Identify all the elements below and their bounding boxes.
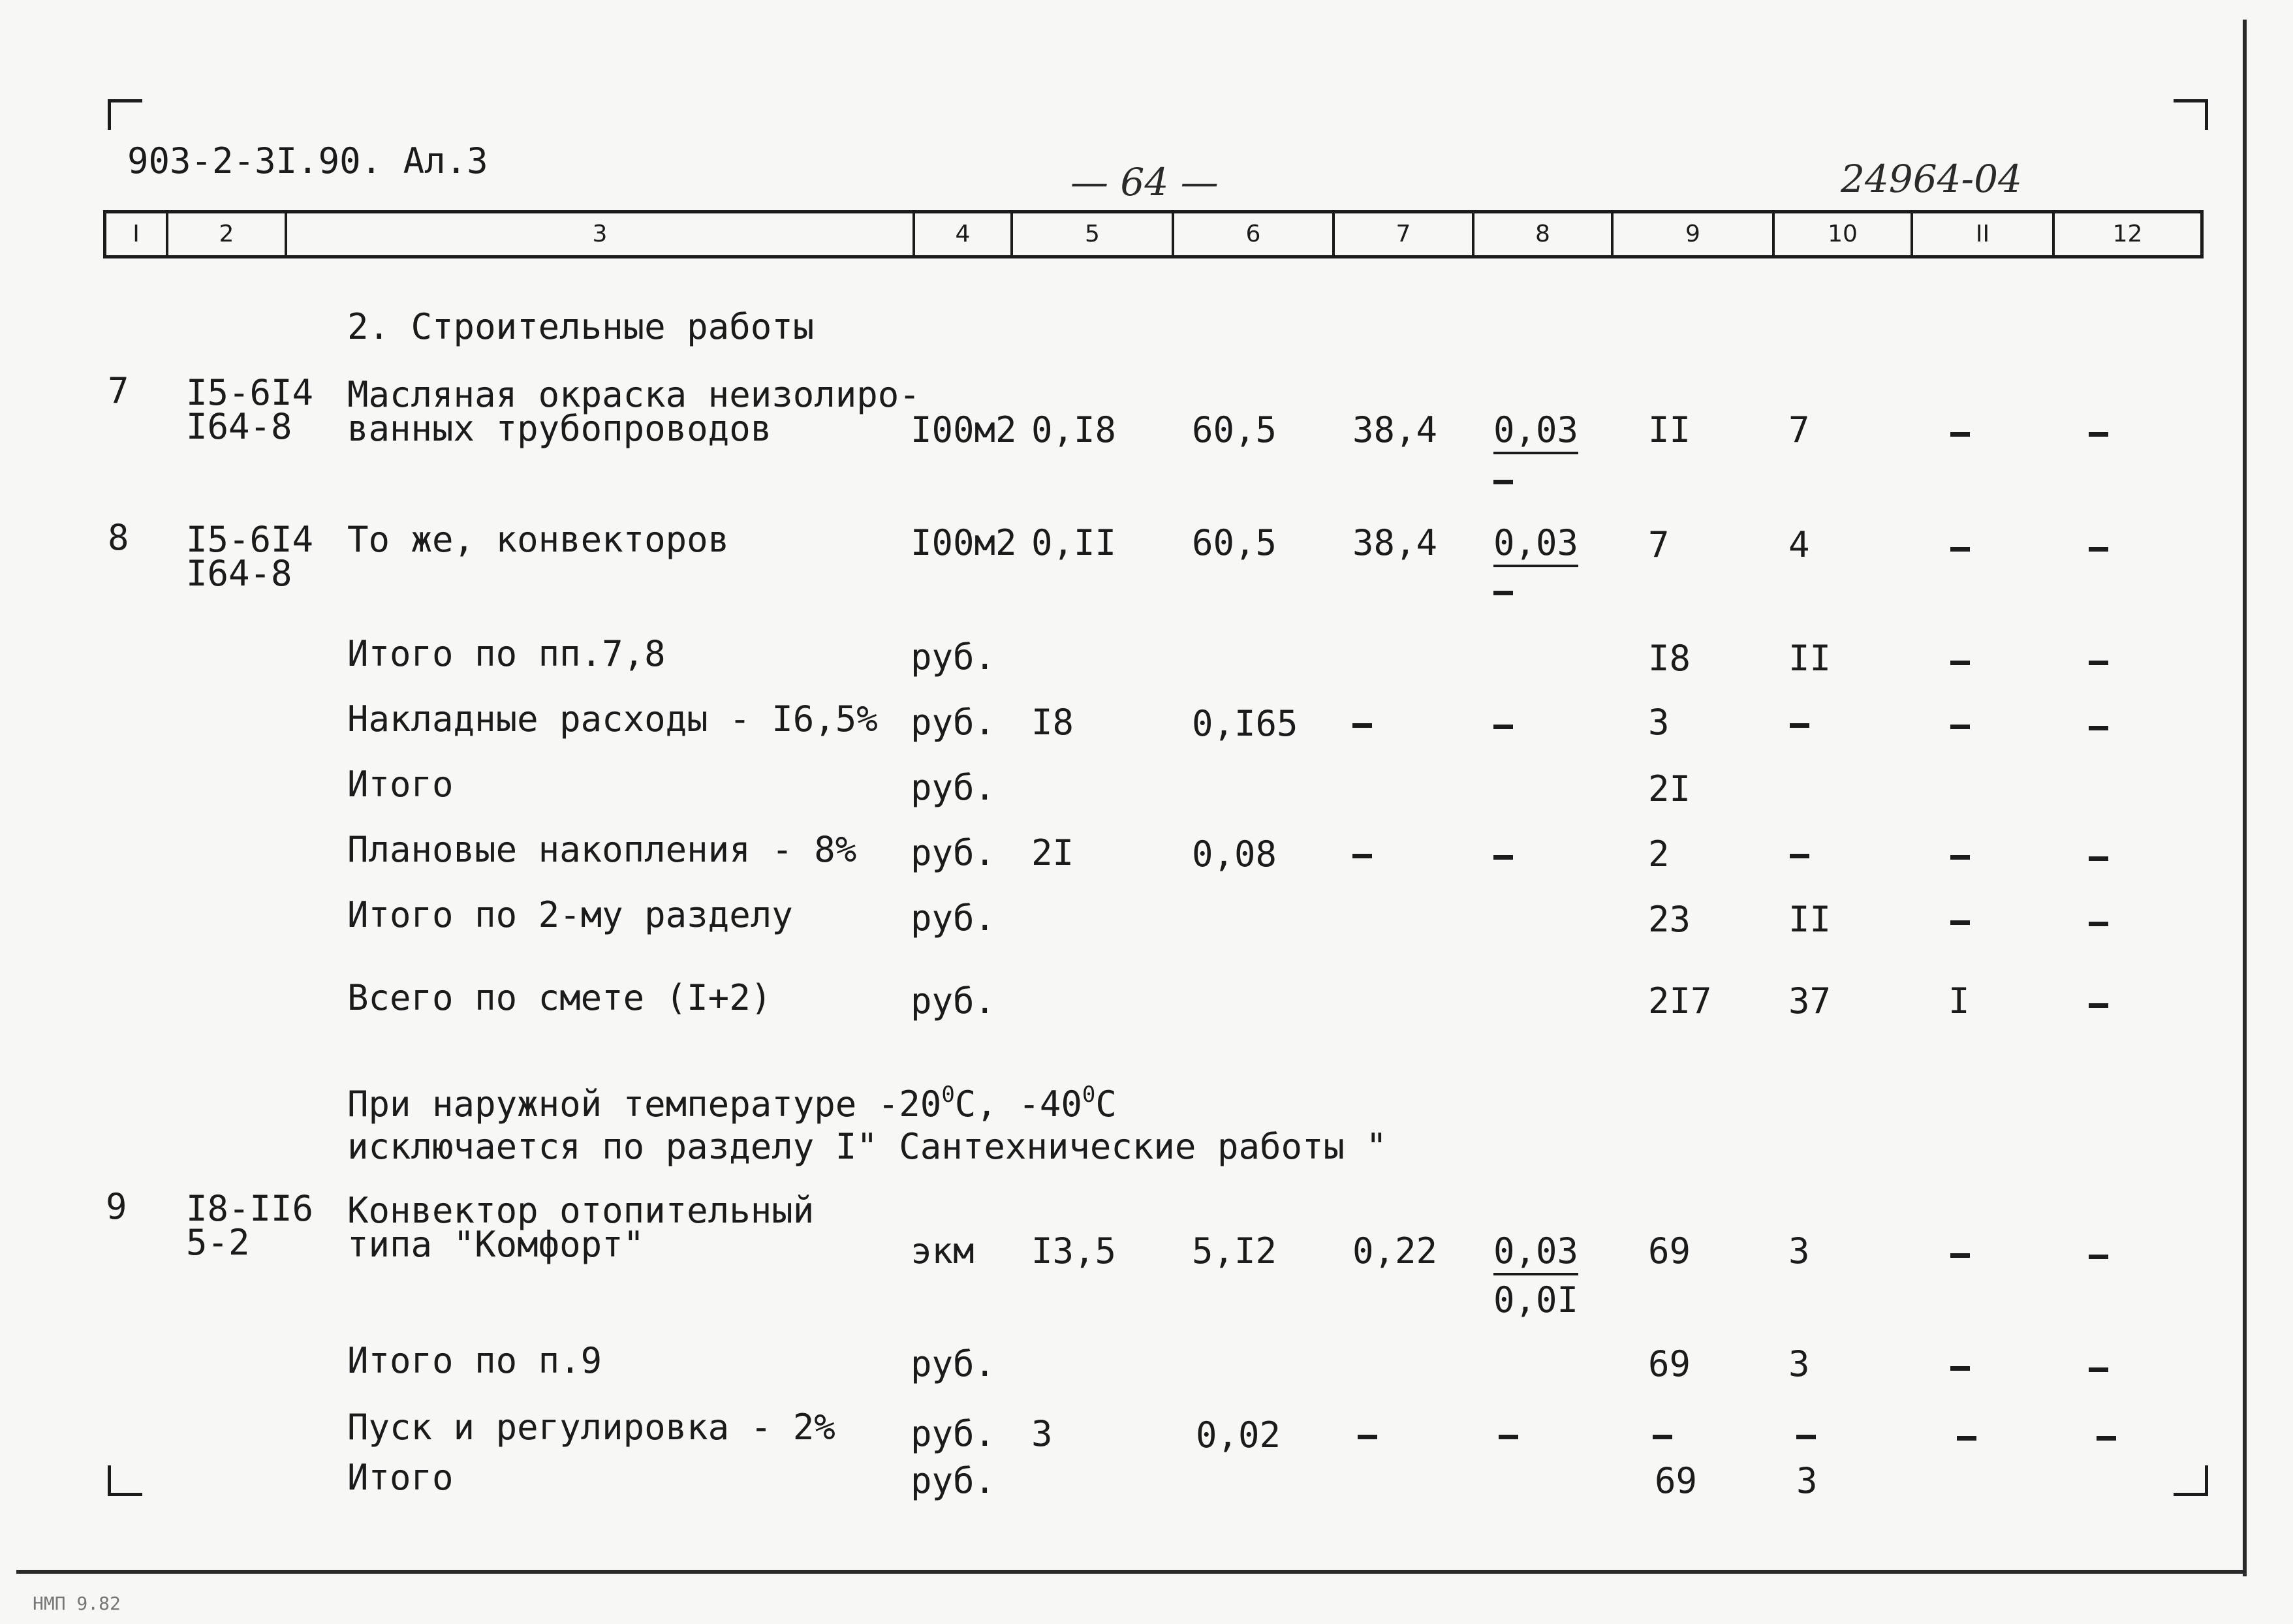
section-title: 2. Строительные работы <box>347 306 815 347</box>
row-unit: экм <box>911 1230 975 1272</box>
row-col6: 0,02 <box>1196 1414 1281 1456</box>
dash <box>1950 855 1970 860</box>
dash <box>1358 1435 1377 1439</box>
footer-mark: НМП 9.82 <box>33 1593 121 1614</box>
dash <box>2089 661 2108 665</box>
row-col9: 2 <box>1648 834 1670 875</box>
row-name: Пуск и регулировка - 2% <box>347 1407 835 1448</box>
dash <box>1352 854 1372 858</box>
column-number: 10 <box>1775 213 1913 255</box>
row-col7: 38,4 <box>1352 522 1438 563</box>
row-number: 8 <box>108 517 129 558</box>
row-quantity: 0,I8 <box>1031 409 1117 450</box>
row-col10: II <box>1788 638 1832 679</box>
row-col10: 3 <box>1788 1230 1810 1272</box>
row-col8-value: 0,03 <box>1493 1230 1578 1275</box>
corner-mark-top-right <box>2174 99 2208 130</box>
row-col9: 69 <box>1648 1343 1691 1384</box>
dash <box>1499 1435 1518 1439</box>
row-name: Итого по 2-му разделу <box>347 894 793 935</box>
document-code: 903-2-3I.90. Ал.3 <box>127 140 488 181</box>
row-col7: 38,4 <box>1352 409 1438 450</box>
row-quantity: I8 <box>1031 702 1074 743</box>
row-col6: 5,I2 <box>1192 1230 1277 1272</box>
row-name: Плановые накопления - 8% <box>347 829 857 870</box>
row-unit: I00м2 <box>911 522 1017 563</box>
row-col8-second: 0,0I <box>1493 1279 1579 1320</box>
row-unit: I00м2 <box>911 409 1017 450</box>
row-code: I64-8 <box>186 406 292 447</box>
column-number: 4 <box>915 213 1013 255</box>
column-number: 6 <box>1174 213 1335 255</box>
row-col8 <box>1493 409 1579 450</box>
row-code: I8-II6 <box>186 1188 314 1229</box>
dash <box>1957 1436 1976 1441</box>
row-code: 5-2 <box>186 1222 250 1263</box>
column-number: 3 <box>287 213 915 255</box>
inventory-number: 24964-04 <box>1841 157 2022 201</box>
dash <box>1493 591 1513 595</box>
note-text: При наружной температуре -20 <box>347 1084 942 1125</box>
degree-sign: 0 <box>941 1082 955 1108</box>
frame-bottom-border <box>16 1570 2247 1574</box>
dash <box>1493 855 1513 860</box>
column-number: II <box>1913 213 2055 255</box>
row-name: Конвектор отопительный <box>347 1190 815 1231</box>
column-number: I <box>106 213 168 255</box>
row-col9: 2I <box>1648 768 1691 809</box>
column-number-header <box>103 210 2204 258</box>
dash <box>1790 723 1809 728</box>
column-number: 12 <box>2112 221 2143 247</box>
corner-mark-top-left <box>108 99 142 130</box>
dash <box>2089 1367 2108 1372</box>
row-col9: I8 <box>1648 638 1691 679</box>
row-col10: 4 <box>1788 524 1810 565</box>
row-col10: 3 <box>1796 1460 1818 1501</box>
row-quantity: 0,II <box>1031 522 1117 563</box>
row-unit: руб. <box>911 702 996 743</box>
row-unit: руб. <box>911 1343 996 1384</box>
dash <box>2089 922 2108 926</box>
column-number: 2 <box>168 213 287 255</box>
column-number: 7 <box>1335 213 1474 255</box>
row-number: 9 <box>106 1186 127 1227</box>
dash <box>1950 661 1970 665</box>
row-col10: 3 <box>1788 1343 1810 1384</box>
row-unit: руб. <box>911 898 996 939</box>
dash <box>2097 1436 2116 1441</box>
degree-sign: 0 <box>1082 1082 1096 1108</box>
row-col8 <box>1493 522 1579 563</box>
row-name: То же, конвекторов <box>347 519 730 560</box>
dash <box>1950 547 1970 552</box>
row-quantity: I3,5 <box>1031 1230 1117 1272</box>
row-unit: руб. <box>911 980 996 1022</box>
row-quantity: 2I <box>1031 832 1074 873</box>
dash <box>1352 723 1372 728</box>
row-name: Итого <box>347 764 454 805</box>
row-col7: 0,22 <box>1352 1230 1438 1272</box>
row-name: ванных трубопроводов <box>347 408 772 449</box>
row-name: Всего по смете (I+2) <box>347 977 772 1018</box>
row-name: Итого по пп.7,8 <box>347 633 666 674</box>
note-line-2: исключается по разделу I" Сантехнические работы " <box>347 1126 1388 1167</box>
row-name: типа "Комфорт" <box>347 1224 645 1265</box>
row-unit: руб. <box>911 636 996 678</box>
row-name: Накладные расходы - I6,5% <box>347 698 878 740</box>
page-number: — 64 — <box>1070 160 1219 204</box>
corner-mark-bottom-left <box>108 1465 142 1496</box>
row-number: 7 <box>108 370 129 411</box>
row-col10: II <box>1788 899 1832 940</box>
dash <box>1653 1435 1672 1439</box>
row-col9: 69 <box>1655 1460 1698 1501</box>
dash <box>2089 1255 2108 1259</box>
row-code: I5-6I4 <box>186 519 314 560</box>
row-col8-value: 0,03 <box>1493 522 1578 567</box>
row-code: I5-6I4 <box>186 372 314 413</box>
frame-right-border <box>2243 20 2247 1576</box>
row-col6: 60,5 <box>1192 522 1277 563</box>
row-col9: 3 <box>1648 702 1670 743</box>
column-number: 5 <box>1013 213 1174 255</box>
row-col6: 60,5 <box>1192 409 1277 450</box>
dash <box>1796 1435 1816 1439</box>
row-col6: 0,08 <box>1192 834 1277 875</box>
row-quantity: 3 <box>1031 1413 1053 1454</box>
dash <box>1950 432 1970 437</box>
row-col9: 23 <box>1648 899 1691 940</box>
row-unit: руб. <box>911 832 996 873</box>
corner-mark-bottom-right <box>2174 1465 2208 1496</box>
row-col8 <box>1493 1230 1579 1272</box>
row-col9: 69 <box>1648 1230 1691 1272</box>
dash <box>2089 856 2108 861</box>
row-col10: 7 <box>1788 409 1810 450</box>
dash <box>2089 547 2108 552</box>
dash <box>1790 854 1809 858</box>
dash <box>2089 726 2108 730</box>
dash <box>1950 1253 1970 1258</box>
row-col9: 2I7 <box>1648 980 1712 1022</box>
row-col6: 0,I65 <box>1192 703 1298 744</box>
row-col8-value: 0,03 <box>1493 409 1578 454</box>
row-name: Масляная окраска неизолиро- <box>347 374 920 415</box>
row-col10: 37 <box>1788 980 1832 1022</box>
dash <box>1950 1366 1970 1371</box>
row-col9: II <box>1648 409 1691 450</box>
dash <box>2089 432 2108 437</box>
dash <box>1493 480 1513 484</box>
dash <box>1950 725 1970 729</box>
row-name: Итого <box>347 1457 454 1498</box>
row-code: I64-8 <box>186 553 292 594</box>
row-col11: I <box>1948 980 1970 1022</box>
row-unit: руб. <box>911 1460 996 1501</box>
row-unit: руб. <box>911 767 996 808</box>
row-name: Итого по п.9 <box>347 1340 602 1381</box>
column-number: 8 <box>1474 213 1614 255</box>
note-text: С <box>1095 1084 1117 1125</box>
dash <box>2089 1003 2108 1008</box>
column-number: 9 <box>1614 213 1775 255</box>
dash <box>1950 920 1970 925</box>
dash <box>1493 725 1513 729</box>
row-col9: 7 <box>1648 524 1670 565</box>
row-unit: руб. <box>911 1413 996 1454</box>
note-text: С, -40 <box>954 1084 1082 1125</box>
note-line-1 <box>347 1077 1117 1125</box>
